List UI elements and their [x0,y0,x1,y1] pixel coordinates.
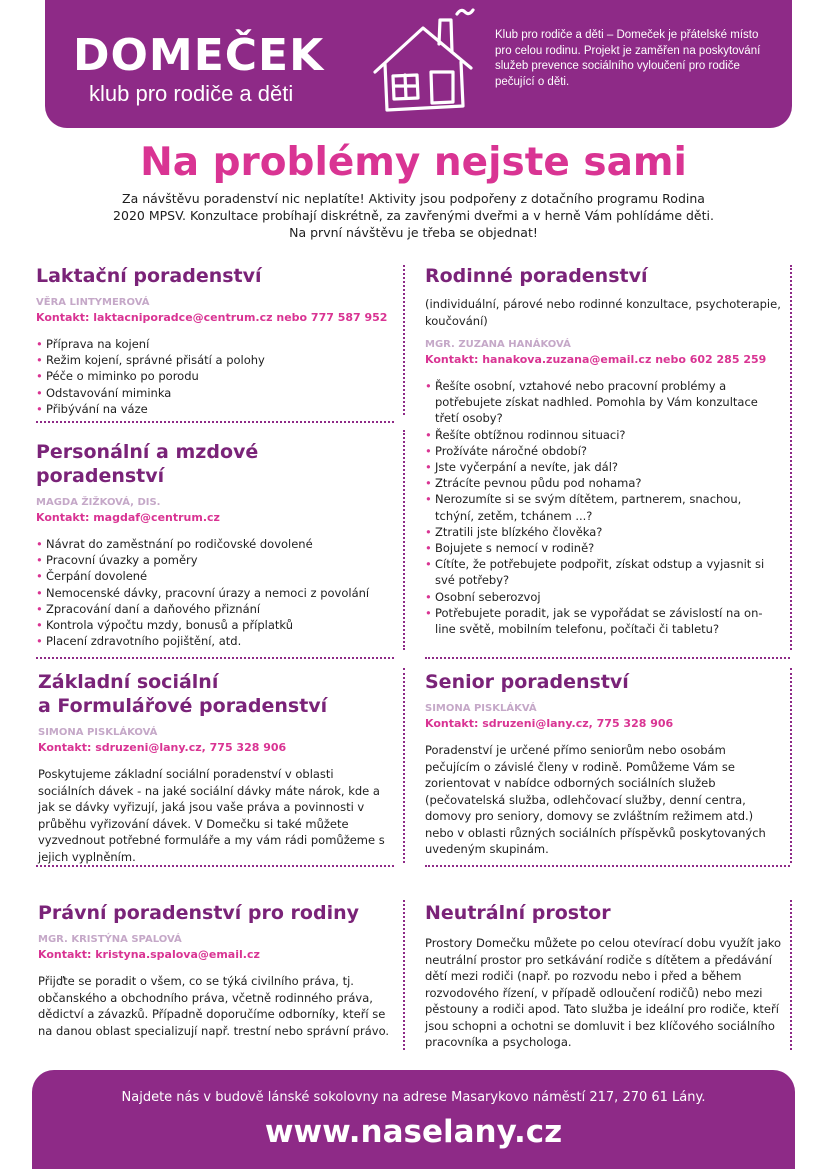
brand-tagline: klub pro rodiče a děti [89,81,294,106]
list-item: • Prožíváte náročné období? [425,443,588,458]
list-item: • Bojujete s nemocí v rodině? [425,541,595,556]
section-person: MGR. ZUZANA HANÁKOVÁ [425,339,571,350]
list-item: • Potřebujete poradit, jak se vypořádat se závislostí na on-line světě, mobilním telefonu, počítači či tabletu? [425,605,763,637]
list-item: • Jste vyčerpání a nevíte, jak dál? [425,460,619,475]
section-rodinne [425,264,783,637]
divider [425,657,790,659]
list-item: • Kontrola výpočtu mzdy, bonusů a příplatků [36,618,294,633]
divider [403,668,405,863]
section-text: Poradenství je určené přímo seniorům nebo osobám pečujícím o závislé členy v rodině. Pomůžeme Vám se zorientovat v nabídce odborných sociálních služeb (pečovatelská služba, odlehčovací služby, denní centra, domovy pro seniory, domovy se zvláštním režimem atd.) nebo v oblasti různých sociálních příspěvků poskytovaných uvedeným skupinám. [425,743,766,856]
section-text: Poskytujeme základní sociální poradenství v oblasti sociálních dávek - na jaké sociální dávky máte nárok, kde a jak se dávky vyřizují, jaká jsou vaše práva a povinnosti v průběhu vyřizování dávek. V Domečku si také můžete vyzvednout potřebné formuláře a my vám rádi pomůžeme s jejich vyplněním. [38,767,385,864]
header-blurb: Klub pro rodiče a děti – Domeček je přátelské místo pro celou rodinu. Projekt je zaměřen na poskytování služeb prevence sociálního vyloučení pro rodiče pečující o děti. [495,29,761,88]
brand-name: DOMEČEK [73,30,325,81]
list-item: • Péče o miminko po porodu [36,369,199,384]
divider [403,900,405,1050]
section-person: SIMONA PISKLÁKOVÁ [38,727,158,738]
section-list [36,536,396,649]
divider [403,265,405,415]
list-item: • Režim kojení, správné přisátí a polohy [36,353,265,368]
section-text: Přijďte se poradit o všem, co se týká civilního práva, tj. občanského a obchodního práva, včetně rodinného práva, dědictví a závazků. Případně doporučíme odborníky, kteří se na danou oblast specializují např. trestní nebo správní právo. [38,974,390,1038]
section-title: Rodinné poradenství [425,265,648,287]
list-item: • Cítíte, že potřebujete podpořit, získat odstup a vyjasnit si své potřeby? [425,557,765,588]
list-item: • Řešíte obtížnou rodinnou situaci? [425,427,626,442]
divider [403,430,405,650]
section-title: Senior poradenství [425,671,629,693]
section-text: Prostory Domečku můžete po celou otevírací dobu využít jako neutrální prostor pro setkávání rodiče s dítětem a předávání dětí mezi rodiči (např. po rozvodu nebo i před a během rozvodového řízení, v případě odloučení rodičů) nebo mezi pěstouny a rodiči apod. Tato služba je ideální pro rodiče, kteří jsou schopni a ochotni se domluvit i bez klíčového sociálního pracovníka a psychologa. [425,936,782,1049]
section-contact[interactable]: Kontakt: kristyna.spalova@email.cz [38,948,260,961]
section-neutralni [425,901,783,1051]
list-item: • Čerpání dovolené [36,569,148,584]
divider [36,421,394,423]
section-list [425,378,783,637]
page-title: Na problémy nejste sami [140,140,687,185]
section-contact[interactable]: Kontakt: laktacniporadce@centrum.cz nebo 777 587 952 [36,311,388,324]
section-contact[interactable]: Kontakt: sdruzeni@lany.cz, 775 328 906 [38,741,287,754]
section-pravni [38,901,394,1039]
divider [36,657,394,659]
header-banner [45,0,792,128]
section-contact[interactable]: Kontakt: sdruzeni@lany.cz, 775 328 906 [425,717,674,730]
section-laktacni [36,264,396,417]
section-title: Neutrální prostor [425,902,611,924]
section-person: MGR. KRISTÝNA SPALOVÁ [38,934,182,945]
section-contact[interactable]: Kontakt: hanakova.zuzana@email.cz nebo 602 285 259 [425,353,767,366]
list-item: • Zpracování daní a daňového přiznání [36,601,261,616]
list-item: • Nemocenské dávky, pracovní úrazy a nemoci z povolání [36,585,370,600]
divider [790,265,792,650]
intro-text: Za návštěvu poradenství nic neplatíte! Aktivity jsou podpořeny z dotačního programu Rodina 2020 MPSV. Konzultace probíhají diskrétně, za zavřenými dveřmi a v herně Vám pohlídáme děti. Na první návštěvu je třeba se objednat! [113,191,714,240]
footer-address: Najdete nás v budově lánské sokolovny na adrese Masarykovo náměstí 217, 270 61 Lány. [121,1090,706,1105]
section-personalni [36,440,396,649]
list-item: • Ztrácíte pevnou půdu pod nohama? [425,476,642,491]
list-item: • Osobní seberozvoj [425,589,541,604]
divider [36,865,394,867]
house-logo-icon [367,6,477,114]
section-title: Laktační poradenství [36,265,262,287]
list-item: • Odstavování miminka [36,385,172,400]
section-senior [425,670,783,858]
section-title: Právní poradenství pro rodiny [38,902,360,924]
list-item: • Přibývání na váze [36,401,148,416]
section-person: VĚRA LINTYMEROVÁ [36,297,150,308]
section-person: MAGDA ŽIŽKOVÁ, DIS. [36,497,161,508]
list-item: • Nerozumíte si se svým dítětem, partnerem, snachou, tchýní, zetěm, tchánem ...? [425,492,742,523]
section-title: Základní sociální a Formulářové poradenství [38,671,328,717]
section-person: SIMONA PISKLÁKVÁ [425,703,537,714]
section-zakladni [38,670,394,865]
list-item: • Příprava na kojení [36,337,150,351]
section-contact[interactable]: Kontakt: magdaf@centrum.cz [36,511,220,524]
divider [425,865,790,867]
list-item: • Návrat do zaměstnání po rodičovské dovolené [36,537,313,551]
list-item: • Ztratili jste blízkého člověka? [425,524,603,539]
divider [790,900,792,1050]
list-item: • Pracovní úvazky a poměry [36,553,198,568]
list-item: • Placení zdravotního pojištění, atd. [36,634,242,649]
divider [790,668,792,863]
footer-banner [32,1070,795,1169]
list-item: • Řešíte osobní, vztahové nebo pracovní problémy a potřebujete získat nadhled. Pomohla by Vám konzultace třetí osoby? [425,379,758,426]
section-list [36,336,396,417]
website-link[interactable]: www.naselany.cz [264,1114,563,1150]
section-subtitle: (individuální, párové nebo rodinné konzultace, psychoterapie, koučování) [425,297,781,328]
section-title: Personální a mzdové poradenství [36,441,259,487]
